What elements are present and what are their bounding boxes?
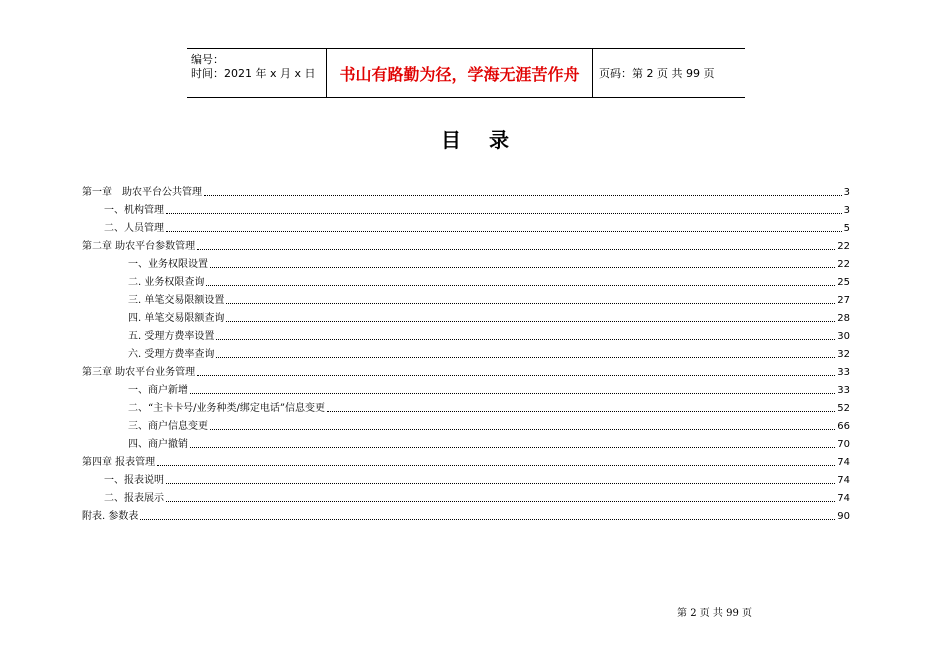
toc-entry-label: 三. 单笔交易限额设置 [128,295,225,306]
toc-entry-page: 74 [837,457,850,468]
toc-entry-page: 33 [837,385,850,396]
toc-entry-label: 一、机构管理 [104,205,164,216]
toc-leader-dots [327,411,835,412]
toc-entry-label: 二、“主卡卡号/业务种类/绑定电话”信息变更 [128,403,325,414]
toc-entry-label: 附表. 参数表 [82,511,139,522]
toc-entry-label: 三、商户信息变更 [128,421,208,432]
toc-entry-label: 一、商户新增 [128,385,188,396]
toc-leader-dots [140,519,835,520]
toc-entry-label: 二、人员管理 [104,223,164,234]
toc-entry-label: 第一章 助农平台公共管理 [82,187,202,198]
toc-entry[interactable] [82,253,850,271]
toc-entry-page: 74 [837,475,850,486]
page-header [187,48,745,98]
toc-entry-page: 74 [837,493,850,504]
toc-leader-dots [216,357,835,358]
toc-entry[interactable] [82,343,850,361]
toc-entry-page: 66 [837,421,850,432]
toc-entry-page: 3 [843,187,850,198]
toc-leader-dots [166,213,842,214]
toc-entry[interactable] [82,415,850,433]
toc-leader-dots [166,483,835,484]
toc-entry-label: 五. 受理方费率设置 [128,331,215,342]
document-time-label: 时间：2021 年 x 月 x 日 [191,67,316,80]
toc-entry-page: 27 [837,295,850,306]
toc-leader-dots [166,501,835,502]
toc-leader-dots [204,195,842,196]
toc-entry-label: 二. 业务权限查询 [128,277,205,288]
toc-entry[interactable] [82,289,850,307]
toc-leader-dots [157,465,835,466]
toc-entry-page: 33 [837,367,850,378]
toc-entry-label: 一、业务权限设置 [128,259,208,270]
toc-entry[interactable] [82,487,850,505]
toc-entry-label: 第四章 报表管理 [82,457,156,468]
header-motto: 书山有路勤为径，学海无涯苦作舟 [327,49,593,97]
toc-entry-label: 六. 受理方费率查询 [128,349,215,360]
toc-leader-dots [190,447,835,448]
toc-entry-page: 28 [837,313,850,324]
toc-leader-dots [197,249,835,250]
toc-entry[interactable] [82,379,850,397]
toc-entry[interactable] [82,271,850,289]
toc-entry[interactable] [82,505,850,523]
toc-entry[interactable] [82,307,850,325]
table-of-contents [82,181,850,523]
toc-entry[interactable] [82,217,850,235]
toc-entry-page: 90 [837,511,850,522]
toc-entry[interactable] [82,433,850,451]
toc-leader-dots [210,429,835,430]
toc-leader-dots [166,231,842,232]
toc-entry[interactable] [82,199,850,217]
toc-entry-page: 25 [837,277,850,288]
toc-entry-page: 3 [843,205,850,216]
header-page-info: 页码：第 2 页 共 99 页 [599,67,715,80]
header-meta [187,49,327,97]
toc-entry[interactable] [82,325,850,343]
toc-entry[interactable] [82,451,850,469]
toc-leader-dots [226,303,835,304]
toc-entry-label: 第三章 助农平台业务管理 [82,367,196,378]
toc-leader-dots [197,375,835,376]
toc-entry-label: 第二章 助农平台参数管理 [82,241,196,252]
toc-entry[interactable] [82,235,850,253]
toc-entry-label: 四、商户撤销 [128,439,188,450]
toc-entry-label: 一、报表说明 [104,475,164,486]
toc-entry-label: 四. 单笔交易限额查询 [128,313,225,324]
toc-entry-page: 5 [843,223,850,234]
toc-entry[interactable] [82,397,850,415]
page-footer: 第 2 页 共 99 页 [677,608,752,619]
toc-leader-dots [206,285,835,286]
toc-title: 目录 [441,128,537,152]
toc-entry-page: 22 [837,241,850,252]
toc-entry-page: 22 [837,259,850,270]
toc-entry-page: 52 [837,403,850,414]
document-number-label: 编号： [191,53,224,66]
toc-entry-label: 二、报表展示 [104,493,164,504]
toc-leader-dots [190,393,835,394]
toc-entry[interactable] [82,361,850,379]
toc-entry-page: 30 [837,331,850,342]
toc-leader-dots [216,339,835,340]
toc-entry-page: 70 [837,439,850,450]
toc-leader-dots [210,267,835,268]
toc-entry-page: 32 [837,349,850,360]
toc-entry[interactable] [82,469,850,487]
toc-leader-dots [226,321,835,322]
toc-entry[interactable] [82,181,850,199]
